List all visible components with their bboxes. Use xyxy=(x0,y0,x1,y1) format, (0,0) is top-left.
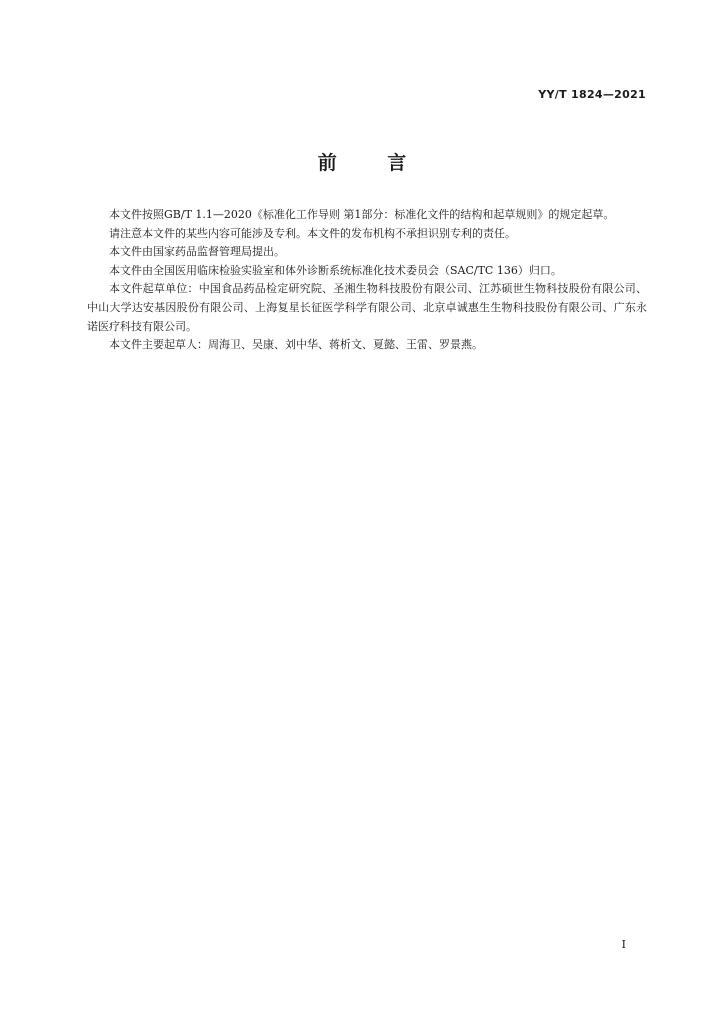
foreword-body xyxy=(87,206,647,355)
standard-code: YY/T 1824—2021 xyxy=(538,88,646,101)
paragraph-drafting-rules: 本文件按照GB/T 1.1—2020《标准化工作导则 第1部分：标准化文件的结构和起草规则》的规定起草。 xyxy=(109,208,615,221)
paragraph-patent-notice: 请注意本文件的某些内容可能涉及专利。本文件的发布机构不承担识别专利的责任。 xyxy=(109,226,516,240)
paragraph-proposed-by: 本文件由国家药品监督管理局提出。 xyxy=(109,245,285,259)
paragraph-drafters: 本文件主要起草人：周海卫、吴康、刘中华、蒋析文、夏懿、王雷、罗景燕。 xyxy=(109,338,483,352)
page-title: 前 言 xyxy=(317,152,429,174)
paragraph-drafting-organizations: 本文件起草单位：中国食品药品检定研究院、圣湘生物科技股份有限公司、江苏硕世生物科技股份有限公司、中山大学达安基因股份有限公司、上海复星长征医学科学有限公司、北京卓诚惠生生物科技股份有限公司、广东永诺医疗科技有限公司。 xyxy=(87,282,647,333)
paragraph-technical-committee: 本文件由全国医用临床检验实验室和体外诊断系统标准化技术委员会（SAC/TC 136）归口。 xyxy=(109,263,562,277)
page-number: I xyxy=(621,938,626,951)
